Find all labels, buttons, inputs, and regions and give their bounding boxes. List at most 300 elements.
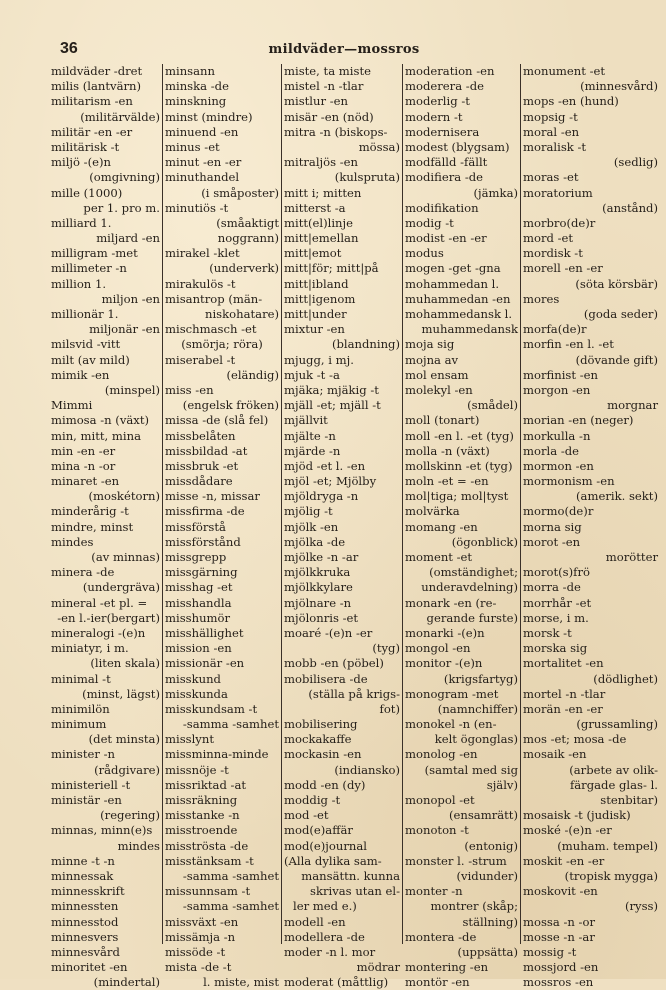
entry-line: (moskétorn) xyxy=(88,489,160,504)
entry-line: mitt|under xyxy=(284,307,347,321)
entry-line: mitt i; mitten xyxy=(284,185,362,200)
entry-line: mogen -get -gna xyxy=(405,261,501,276)
entry-line: ställning) xyxy=(462,914,518,929)
entry-line: minimum xyxy=(51,717,107,732)
entry-line: moské -(e)n -er xyxy=(523,823,612,838)
entry-line: misshandla xyxy=(165,595,232,610)
entry-line: mjäka; mjäkig -t xyxy=(284,382,379,397)
entry-line: morbro(de)r xyxy=(523,215,596,230)
entry-line: mitt|för; mitt|på xyxy=(284,261,379,276)
entry-line: minister -n xyxy=(51,747,115,762)
entry-line: milis (lantvärn) xyxy=(51,79,142,94)
entry-line: moderation -en xyxy=(405,64,495,78)
entry-line: morska sig xyxy=(523,641,588,656)
entry-line: minus -et xyxy=(165,139,220,154)
entry-line: minnessak xyxy=(51,868,114,883)
entry-line: (blandning) xyxy=(331,337,400,352)
entry-line: mos -et; mosa -de xyxy=(523,732,627,747)
entry-line: morell -en -er xyxy=(523,261,603,276)
entry-line: militarism -en xyxy=(51,94,133,109)
entry-line: missbildad -at xyxy=(165,443,248,458)
entry-line: mjöl -et; Mjölby xyxy=(284,474,377,489)
entry-line: moddig -t xyxy=(284,793,341,807)
entry-line: mjäll -et; mjäll -t xyxy=(284,398,381,413)
entry-line: (liten skala) xyxy=(90,656,160,671)
entry-line: (dövande gift) xyxy=(575,352,658,367)
entry-line: mormonism -en xyxy=(523,474,615,489)
entry-line: mitt|emot xyxy=(284,246,342,261)
entry-line: minska -de xyxy=(165,79,229,94)
entry-line: (omgivning) xyxy=(89,170,160,185)
entry-line: misskunda xyxy=(165,686,228,701)
entry-line: moaré -(e)n -er xyxy=(284,625,373,640)
entry-line: misskund xyxy=(165,671,221,686)
entry-line: monitor -(e)n xyxy=(405,656,483,671)
entry-line: mol ensam xyxy=(405,367,469,382)
entry-line: moll (tonart) xyxy=(405,413,480,428)
entry-line: morian -en (neger) xyxy=(523,413,634,428)
entry-line: mitt(el)linje xyxy=(284,215,353,230)
column-4 xyxy=(402,64,521,990)
entry-line: (minspel) xyxy=(104,382,160,397)
entry-line: moderera -de xyxy=(405,79,484,94)
entry-line: morot -en xyxy=(523,534,581,549)
entry-line: mol|tiga; mol|tyst xyxy=(405,489,509,504)
entry-line: minuthandel xyxy=(165,170,240,185)
entry-line: miljon -en xyxy=(101,291,160,306)
entry-line: fot) xyxy=(379,701,400,716)
entry-line: miss -en xyxy=(165,382,214,397)
entry-line: millimeter -n xyxy=(51,261,127,276)
entry-line: modfälld -fällt xyxy=(405,155,488,170)
entry-line: mops -en (hund) xyxy=(523,94,619,109)
entry-line: mossros -en xyxy=(523,975,594,990)
entry-line: mistlur -en xyxy=(284,94,348,109)
entry-line: missionär -en xyxy=(165,656,245,671)
entry-line: moder -n l. mor xyxy=(284,944,376,959)
entry-line: ler med e.) xyxy=(293,899,357,914)
entry-line: morfa(de)r xyxy=(523,322,587,337)
entry-line: molvärka xyxy=(405,504,460,519)
entry-line: miste, ta miste xyxy=(284,64,371,78)
entry-line: (ställa på krigs- xyxy=(308,686,400,701)
entry-line: mortel -n -tlar xyxy=(523,686,606,701)
entry-line: mjölke -n -ar xyxy=(284,550,359,564)
entry-line: missa -de (slå fel) xyxy=(165,413,269,428)
entry-line: moll -en l. -et (tyg) xyxy=(405,428,514,443)
entry-line: minera -de xyxy=(51,565,115,580)
entry-line: morfinist -en xyxy=(523,367,598,382)
entry-line: miljonär -en xyxy=(89,322,160,337)
entry-line: mockakaffe xyxy=(284,732,352,747)
entry-line: (tyg) xyxy=(372,641,400,656)
entry-line: mjölk -en xyxy=(284,519,339,534)
entry-line: missminna-minde xyxy=(165,747,269,762)
entry-line: morgnar xyxy=(607,398,658,413)
entry-line: modellera -de xyxy=(284,929,365,944)
entry-line: misskundsam -t xyxy=(165,701,258,716)
entry-line: (uppsätta) xyxy=(457,944,518,959)
entry-line: morot(s)frö xyxy=(523,565,590,580)
entry-line: mansättn. kunna xyxy=(301,868,400,883)
entry-line: modell -en xyxy=(284,914,346,929)
entry-line: mildväder -dret xyxy=(51,64,143,78)
entry-line: mosaisk -t (judisk) xyxy=(523,808,631,823)
entry-line: mindre, minst xyxy=(51,519,134,534)
entry-line: montering -en xyxy=(405,960,489,975)
entry-line: Mimmi xyxy=(51,398,93,413)
entry-line: morna sig xyxy=(523,519,582,534)
entry-line: milsvid -vitt xyxy=(51,337,121,352)
entry-line: mollskinn -et (tyg) xyxy=(405,458,513,473)
entry-line: mortalitet -en xyxy=(523,656,604,671)
entry-line: mongol -en xyxy=(405,641,471,656)
entry-line: morla -de xyxy=(523,443,580,458)
column-2 xyxy=(162,64,282,990)
entry-line: missdådare xyxy=(165,474,233,489)
entry-line: monument -et xyxy=(523,64,606,78)
entry-line: miserabel -t xyxy=(165,352,236,367)
entry-line: minnesstod xyxy=(51,914,119,929)
entry-line: misshällighet xyxy=(165,625,244,640)
entry-line: mjöd -et l. -en xyxy=(284,458,366,473)
entry-line: (engelsk fröken) xyxy=(182,398,279,413)
entry-line: modernisera xyxy=(405,124,480,139)
entry-line: (grussamling) xyxy=(576,717,658,732)
entry-line: mössa) xyxy=(358,139,400,154)
entry-line: mjölig -t xyxy=(284,504,333,519)
entry-line: misstanke -n xyxy=(165,808,240,823)
entry-line: mohammedan l. xyxy=(405,276,500,291)
entry-line: mjölnare -n xyxy=(284,595,352,610)
entry-line: minsann xyxy=(165,64,215,78)
entry-line: mjölkkylare xyxy=(284,580,353,595)
entry-line: mischmasch -et xyxy=(165,322,257,337)
entry-line: mitt|ibland xyxy=(284,276,349,291)
entry-line: moderlig -t xyxy=(405,94,470,109)
entry-line: missnöje -t xyxy=(165,762,229,777)
entry-line: militär -en -er xyxy=(51,124,133,139)
entry-line: moratorium xyxy=(523,185,593,200)
entry-line: militärisk -t xyxy=(51,139,120,154)
entry-line: (arbete av olik- xyxy=(569,762,658,777)
entry-line: misär -en (nöd) xyxy=(284,109,374,124)
entry-line: moskit -en -er xyxy=(523,853,605,868)
entry-line: morra -de xyxy=(523,580,581,595)
entry-line: (Alla dylika sam- xyxy=(284,853,382,868)
entry-line: monolog -en xyxy=(405,747,478,762)
entry-line: monster l. -strum xyxy=(405,853,507,868)
entry-line: mossjord -en xyxy=(523,960,599,975)
entry-line: (rådgivare) xyxy=(94,762,160,777)
entry-line: mimosa -n (växt) xyxy=(51,413,149,428)
entry-line: (söta körsbär) xyxy=(575,276,658,291)
entry-line: mordisk -t xyxy=(523,246,583,261)
dictionary-columns xyxy=(48,64,660,990)
entry-line: mjugg, i mj. xyxy=(284,352,354,367)
entry-line: million 1. xyxy=(51,276,107,291)
entry-line: minskning xyxy=(165,94,227,109)
entry-line: missgärning xyxy=(165,565,238,580)
entry-line: mod(e)affär xyxy=(284,823,353,838)
entry-line: milt (av mild) xyxy=(51,352,130,367)
entry-line: moralisk -t xyxy=(523,139,587,154)
entry-line: moderat (måttlig) xyxy=(284,975,389,990)
entry-line: mödrar xyxy=(356,960,400,975)
entry-line: minnessten xyxy=(51,899,119,914)
entry-line: modist -en -er xyxy=(405,231,487,246)
entry-line: minimal -t xyxy=(51,671,111,686)
entry-line: -samma -samhet xyxy=(182,899,279,914)
entry-line: kelt ögonglas) xyxy=(434,732,518,747)
entry-line: mjölkkruka xyxy=(284,565,351,580)
entry-line: moment -et xyxy=(405,550,473,564)
entry-line: missöde -t xyxy=(165,944,226,959)
entry-line: morsk -t xyxy=(523,625,572,640)
entry-line: morgon -en xyxy=(523,382,591,397)
entry-line: mopsig -t xyxy=(523,109,578,124)
entry-line: mobilisera -de xyxy=(284,671,368,686)
entry-line: moral -en xyxy=(523,124,580,139)
entry-line: ministär -en xyxy=(51,793,122,807)
entry-line: mjällvit xyxy=(284,413,328,428)
entry-line: mirakel -klet xyxy=(165,246,240,261)
entry-line: (indiansko) xyxy=(334,762,400,777)
entry-line: misströsta -de xyxy=(165,838,249,853)
column-1 xyxy=(48,64,163,990)
entry-line: missämja -n xyxy=(165,929,236,944)
entry-line: mimik -en xyxy=(51,367,110,382)
entry-line: (entonig) xyxy=(464,838,518,853)
entry-line: minderårig -t xyxy=(51,504,129,519)
entry-line: (namnchiffer) xyxy=(437,701,518,716)
entry-line: missunnsam -t xyxy=(165,884,251,899)
entry-line: minne -t -n xyxy=(51,853,115,868)
entry-line: (smörja; röra) xyxy=(181,337,263,352)
entry-line: ministeriell -t xyxy=(51,777,131,792)
entry-line: miljard -en xyxy=(96,231,160,246)
entry-line: (omständighet; xyxy=(429,565,518,580)
entry-line: mockasin -en xyxy=(284,747,362,762)
entry-line: missförstånd xyxy=(165,534,241,549)
entry-line: mormo(de)r xyxy=(523,504,594,519)
entry-line: mille (1000) xyxy=(51,185,123,200)
entry-line: underavdelning) xyxy=(421,580,518,595)
entry-line: misslynt xyxy=(165,732,214,747)
entry-line: mobilisering xyxy=(284,717,358,732)
entry-line: (kulspruta) xyxy=(334,170,400,185)
entry-line: mixtur -en xyxy=(284,322,345,337)
entry-line: l. miste, mist xyxy=(203,975,279,990)
entry-line: morän -en -er xyxy=(523,701,603,716)
entry-line: (tropisk mygga) xyxy=(564,868,658,883)
entry-line: mitterst -a xyxy=(284,200,346,215)
entry-line: misshumör xyxy=(165,610,231,625)
entry-line: missräkning xyxy=(165,793,238,807)
entry-line: morötter xyxy=(605,550,658,564)
entry-line: minut -en -er xyxy=(165,155,242,170)
entry-line: moskovit -en xyxy=(523,884,598,899)
entry-line: mod(e)journal xyxy=(284,838,367,853)
entry-line: modern -t xyxy=(405,109,463,124)
entry-line: missförstå xyxy=(165,519,226,534)
entry-line: mossig -t xyxy=(523,944,577,959)
entry-line: (anstånd) xyxy=(602,200,658,215)
entry-line: mjuk -t -a xyxy=(284,367,340,382)
entry-line: per 1. pro m. xyxy=(83,200,160,215)
entry-line: (smådel) xyxy=(467,398,518,413)
entry-line: mohammedansk l. xyxy=(405,307,513,321)
entry-line: minimilön xyxy=(51,701,110,716)
entry-line: (regering) xyxy=(100,808,160,823)
entry-line: mobb -en (pöbel) xyxy=(284,656,384,671)
entry-line: gerande furste) xyxy=(426,610,518,625)
entry-line: modd -en (dy) xyxy=(284,777,366,792)
entry-line: missfirma -de xyxy=(165,504,245,519)
entry-line: misantrop (män- xyxy=(165,291,263,306)
entry-line: missväxt -en xyxy=(165,914,239,929)
entry-line: stenbitar) xyxy=(600,793,658,807)
entry-line: själv) xyxy=(486,777,518,792)
running-head: mildväder—mossros xyxy=(268,42,420,57)
entry-line: (jämka) xyxy=(473,185,518,200)
entry-line: monogram -met xyxy=(405,686,499,701)
entry-line: missgrepp xyxy=(165,550,227,564)
entry-line: mina -n -or xyxy=(51,458,116,473)
entry-line: minst (mindre) xyxy=(165,109,253,124)
entry-line: (av minnas) xyxy=(91,550,160,564)
entry-line: morse, i m. xyxy=(523,610,589,625)
entry-line: mista -de -t xyxy=(165,960,232,975)
entry-line: mjölonris -et xyxy=(284,610,359,625)
entry-line: (krigsfartyg) xyxy=(443,671,518,686)
column-5 xyxy=(520,64,660,990)
entry-line: morkulla -n xyxy=(523,428,591,443)
entry-line: (underverk) xyxy=(209,261,279,276)
entry-line: (det minsta) xyxy=(88,732,160,747)
entry-line: (goda seder) xyxy=(583,307,658,321)
entry-line: färgade glas- l. xyxy=(569,777,658,792)
entry-line: (vidunder) xyxy=(456,868,518,883)
entry-line: minuend -en xyxy=(165,124,239,139)
entry-line: miljö -(e)n xyxy=(51,155,111,170)
entry-line: mistel -n -tlar xyxy=(284,79,364,94)
entry-line: mod -et xyxy=(284,808,329,823)
entry-line: molla -n (växt) xyxy=(405,443,490,458)
entry-line: mord -et xyxy=(523,231,574,246)
entry-line: monarki -(e)n xyxy=(405,625,485,640)
entry-line: mindes xyxy=(51,534,94,549)
entry-line: mojna av xyxy=(405,352,459,367)
entry-line: niskohatare) xyxy=(204,307,279,321)
entry-line: (undergräva) xyxy=(82,580,160,595)
page-header xyxy=(48,38,640,60)
entry-line: (minnesvård) xyxy=(580,79,658,94)
entry-line: milligram -met xyxy=(51,246,138,261)
entry-line: missbruk -et xyxy=(165,458,239,473)
entry-line: muhammedansk xyxy=(421,322,518,337)
entry-line: modus xyxy=(405,246,444,261)
entry-line: montör -en xyxy=(405,975,470,990)
entry-line: mormon -en xyxy=(523,458,594,473)
entry-line: mosaik -en xyxy=(523,747,587,762)
entry-line: (ensamrätt) xyxy=(448,808,518,823)
entry-line: modifikation xyxy=(405,200,479,215)
entry-line: mjöldryga -n xyxy=(284,489,359,504)
entry-line: (dödlighet) xyxy=(593,671,658,686)
entry-line: missbelåten xyxy=(165,428,236,443)
entry-line: millionär 1. xyxy=(51,307,119,321)
entry-line: montrer (skåp; xyxy=(430,899,518,914)
entry-line: misse -n, missar xyxy=(165,489,260,504)
entry-line: moln -et = -en xyxy=(405,474,489,489)
entry-line: mjälte -n xyxy=(284,428,336,443)
entry-line: (ryss) xyxy=(624,899,658,914)
entry-line: mjölka -de xyxy=(284,534,346,549)
entry-line: monopol -et xyxy=(405,793,475,807)
entry-line: (minst, lägst) xyxy=(82,686,160,701)
entry-line: (militärvälde) xyxy=(80,109,160,124)
column-3 xyxy=(281,64,403,990)
entry-line: mindes xyxy=(117,838,160,853)
entry-line: montera -de xyxy=(405,929,477,944)
entry-line: modest (blygsam) xyxy=(405,139,510,154)
entry-line: mitt|emellan xyxy=(284,231,359,246)
entry-line: (ögonblick) xyxy=(451,534,518,549)
entry-line: modig -t xyxy=(405,215,454,230)
entry-line: (mindertal) xyxy=(93,975,160,990)
page-number: 36 xyxy=(60,40,78,57)
entry-line: skrivas utan el- xyxy=(310,884,400,899)
entry-line: mosse -n -ar xyxy=(523,929,595,944)
entry-line: (samtal med sig xyxy=(424,762,518,777)
entry-line: misstroende xyxy=(165,823,238,838)
entry-line: morfin -en l. -et xyxy=(523,337,614,352)
entry-line: mineralogi -(e)n xyxy=(51,625,146,640)
entry-line: mirakulös -t xyxy=(165,276,236,291)
entry-line: mitt|igenom xyxy=(284,291,356,306)
entry-line: misstänksam -t xyxy=(165,853,254,868)
entry-line: mitraljös -en xyxy=(284,155,358,170)
entry-line: moja sig xyxy=(405,337,455,352)
entry-line: min, mitt, mina xyxy=(51,428,142,443)
entry-line: morrhår -et xyxy=(523,595,592,610)
entry-line: missriktad -at xyxy=(165,777,247,792)
entry-line: noggrann) xyxy=(217,231,279,246)
entry-line: -samma -samhet xyxy=(182,717,279,732)
entry-line: min -en -er xyxy=(51,443,116,458)
entry-line: monoton -t xyxy=(405,823,469,838)
entry-line: (sedlig) xyxy=(613,155,658,170)
entry-line: monokel -n (en- xyxy=(405,717,497,732)
entry-line: minnesskrift xyxy=(51,884,125,899)
entry-line: (eländig) xyxy=(226,367,279,382)
entry-line: momang -en xyxy=(405,519,478,534)
entry-line: minnesvård xyxy=(51,944,120,959)
entry-line: -en l.-ier(bergart) xyxy=(57,610,160,625)
entry-line: minnesvers xyxy=(51,929,119,944)
entry-line: mineral -et pl. = xyxy=(51,595,148,610)
entry-line: molekyl -en xyxy=(405,382,473,397)
entry-line: monark -en (re- xyxy=(405,595,497,610)
entry-line: (i småposter) xyxy=(201,185,279,200)
entry-line: (muham. tempel) xyxy=(557,838,658,853)
entry-line: (amerik. sekt) xyxy=(576,489,658,504)
entry-line: -samma -samhet xyxy=(182,868,279,883)
entry-line: misshag -et xyxy=(165,580,233,595)
entry-line: minutiös -t xyxy=(165,200,229,215)
entry-line: mitra -n (biskops- xyxy=(284,124,388,139)
